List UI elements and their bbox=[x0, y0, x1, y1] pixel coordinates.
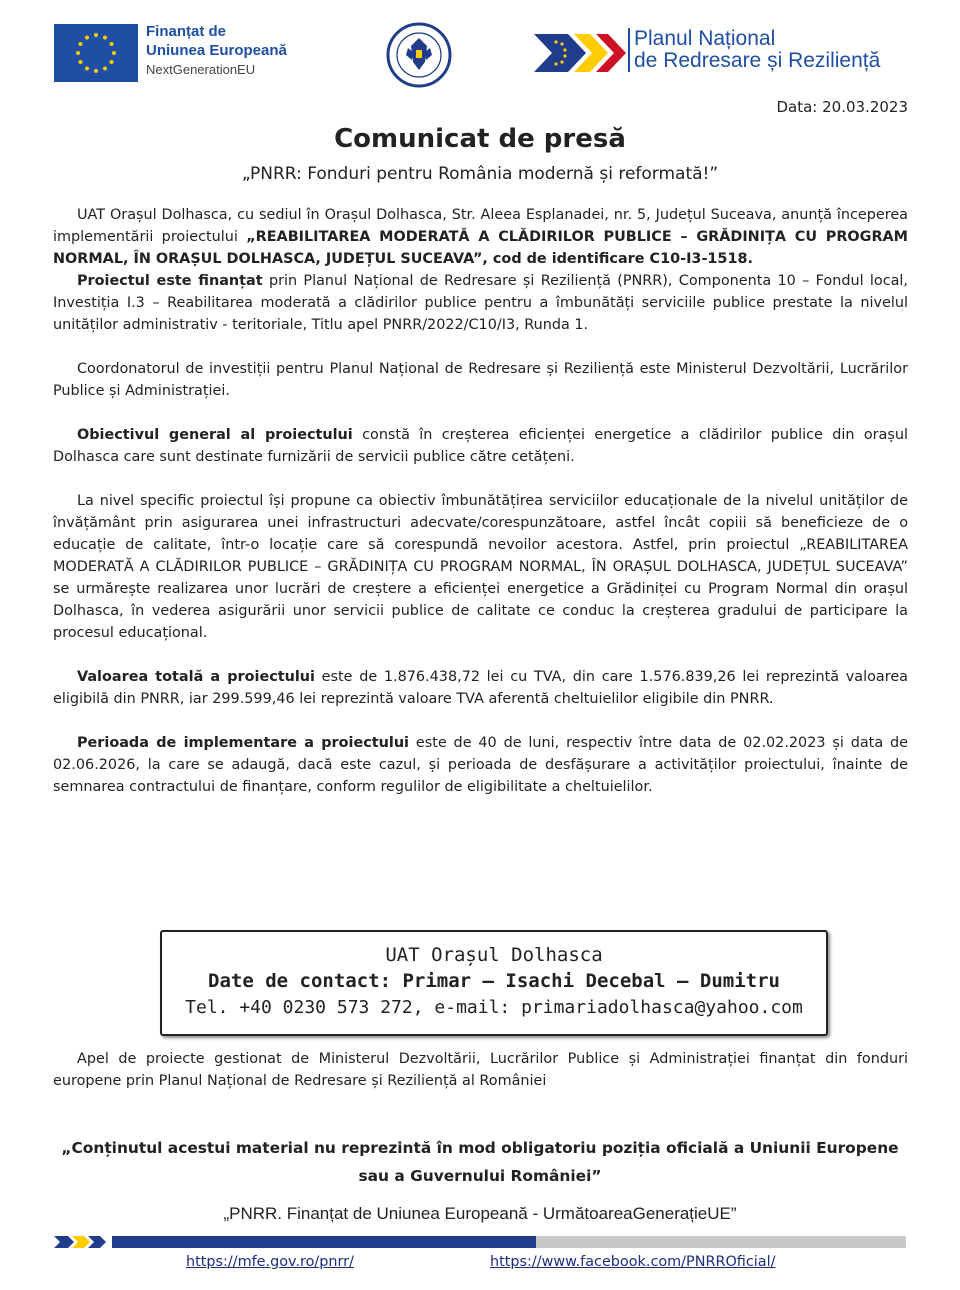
facebook-pnrr-link[interactable]: https://www.facebook.com/PNRROficial/ bbox=[490, 1254, 776, 1270]
contact-org: UAT Orașul Dolhasca bbox=[385, 944, 603, 966]
call-for-projects-text: Apel de proiecte gestionat de Ministerul Dezvoltării, Lucrărilor Publice și Administrației finanțat din fonduri europene prin Planul Național de Redresare și Reziliență al României bbox=[53, 1051, 908, 1089]
paragraph-financing bbox=[53, 270, 908, 336]
contact-person: Date de contact: Primar – Isachi Decebal – Dumitru bbox=[208, 970, 780, 992]
paragraph-coordinator: Coordonatorul de investiții pentru Planul Național de Redresare și Reziliență este Ministerul Dezvoltării, Lucrărilor Publice și Administrației. bbox=[53, 361, 908, 399]
eu-line-3: NextGenerationEU bbox=[146, 62, 256, 77]
contact-phone-email: Tel. +40 0230 573 272, e-mail: primariadolhasca@yahoo.com bbox=[185, 997, 803, 1018]
header bbox=[0, 0, 960, 100]
pnrr-line-1: Planul Național bbox=[634, 27, 776, 50]
paragraph-intro bbox=[53, 204, 908, 270]
paragraph-specific: La nivel specific proiectul își propune ca obiectiv îmbunătățirea serviciilor educaționale de la nivelul unităților de învățământ prin asigurarea unei infrastructuri adecvate/corespunzătoare, astfel încât copiii să beneficieze de o educație de calitate, într-o locație care să corespundă nevoilor acestora. Astfel, prin proiectul „REABILITAREA MODERATĂ A CLĂDIRILOR PUBLICE – GRĂDINIȚA CU PROGRAM NORMAL, ÎN ORAȘUL DOLHASCA, JUDEȚUL SUCEAVA” se urmărește realizarea unor lucrări de creștere a eficienței energetice a Grădiniței cu Program Normal din orașul Dolhasca, în vederea asigurării unor servicii publice de calitate ce conduc la creșterea gradului de participare la procesul educațional. bbox=[53, 493, 908, 641]
footer-arrow-icon bbox=[54, 1234, 108, 1250]
paragraph-objective bbox=[53, 424, 908, 468]
footer-bar-grey bbox=[536, 1236, 906, 1248]
eu-flag-icon bbox=[54, 24, 138, 82]
value-text: este de 1.876.438,72 lei cu TVA, din care 1.576.839,26 lei reprezintă valoarea eligibilă din PNRR, iar 299.599,46 lei reprezintă valoare TVA aferentă cheltuielilor eligibile din PNRR. bbox=[53, 669, 908, 707]
page-title: Comunicat de presă bbox=[334, 124, 626, 154]
eu-line-1: Finanțat de bbox=[146, 23, 227, 40]
footer-tagline: „PNRR. Finanțat de Uniunea Europeană - UrmătoareaGenerațieUE” bbox=[223, 1204, 737, 1223]
eu-funding-label bbox=[146, 22, 287, 79]
disclaimer: „Conținutul acestui material nu reprezintă în mod obligatoriu poziția oficială a Uniunii Europene sau a Guvernului României” bbox=[61, 1139, 899, 1185]
value-label: Valoarea totală a proiectului bbox=[77, 669, 315, 685]
pnrr-title bbox=[628, 28, 880, 72]
financing-label: Proiectul este finanțat bbox=[77, 273, 263, 289]
objective-label: Obiectivul general al proiectului bbox=[77, 427, 353, 443]
press-release-date: Data: 20.03.2023 bbox=[776, 98, 908, 116]
pnrr-line-2: de Redresare și Reziliență bbox=[634, 49, 881, 72]
objective-text: constă în creșterea eficienței energetice a clădirilor publice din orașul Dolhasca care sunt destinate furnizării de servicii publice către cetățeni. bbox=[53, 427, 908, 465]
press-release-body bbox=[53, 204, 908, 798]
project-title-bold: „REABILITAREA MODERATĂ A CLĂDIRILOR PUBLICE – GRĂDINIȚA CU PROGRAM NORMAL, ÎN ORAȘUL DOLHASCA, JUDEȚUL SUCEAVA”, cod de identificare C10-I3-1518. bbox=[53, 229, 908, 267]
romanian-government-seal-icon bbox=[386, 22, 452, 88]
financing-text: prin Planul Național de Redresare și Reziliență (PNRR), Componenta 10 – Fondul local, Investiția I.3 – Reabilitarea moderată a clădirilor publice pentru a îmbunătăți serviciile publice prestate la nivelul unităților administrativ - teritoriale, Titlu apel PNRR/2022/C10/I3, Runda 1. bbox=[53, 273, 908, 333]
eu-line-2: Uniunea Europeană bbox=[146, 42, 287, 59]
call-for-projects-note bbox=[53, 1048, 908, 1092]
period-label: Perioada de implementare a proiectului bbox=[77, 735, 409, 751]
period-text: este de 40 de luni, respectiv între data de 02.02.2023 și data de 02.06.2026, la care se adaugă, dacă este cazul, și perioada de desfășurare a activităților proiectului, înainte de semnarea contractului de finanțare, conform regulilor de eligibilitate a cheltuielilor. bbox=[53, 735, 908, 795]
page-subtitle: „PNRR: Fonduri pentru România modernă și reformată!” bbox=[241, 164, 719, 184]
paragraph-period bbox=[53, 732, 908, 798]
paragraph-value bbox=[53, 666, 908, 710]
footer-bar bbox=[54, 1234, 906, 1250]
mfe-pnrr-link[interactable]: https://mfe.gov.ro/pnrr/ bbox=[186, 1254, 354, 1270]
pnrr-arrow-logo-icon bbox=[534, 26, 626, 80]
footer-bar-blue bbox=[112, 1236, 536, 1248]
contact-box bbox=[160, 930, 828, 1036]
paragraph-intro-text: UAT Orașul Dolhasca, cu sediul în Orașul Dolhasca, Str. Aleea Esplanadei, nr. 5, Județul Suceava, anunță începerea implementării proiectului bbox=[53, 207, 908, 245]
